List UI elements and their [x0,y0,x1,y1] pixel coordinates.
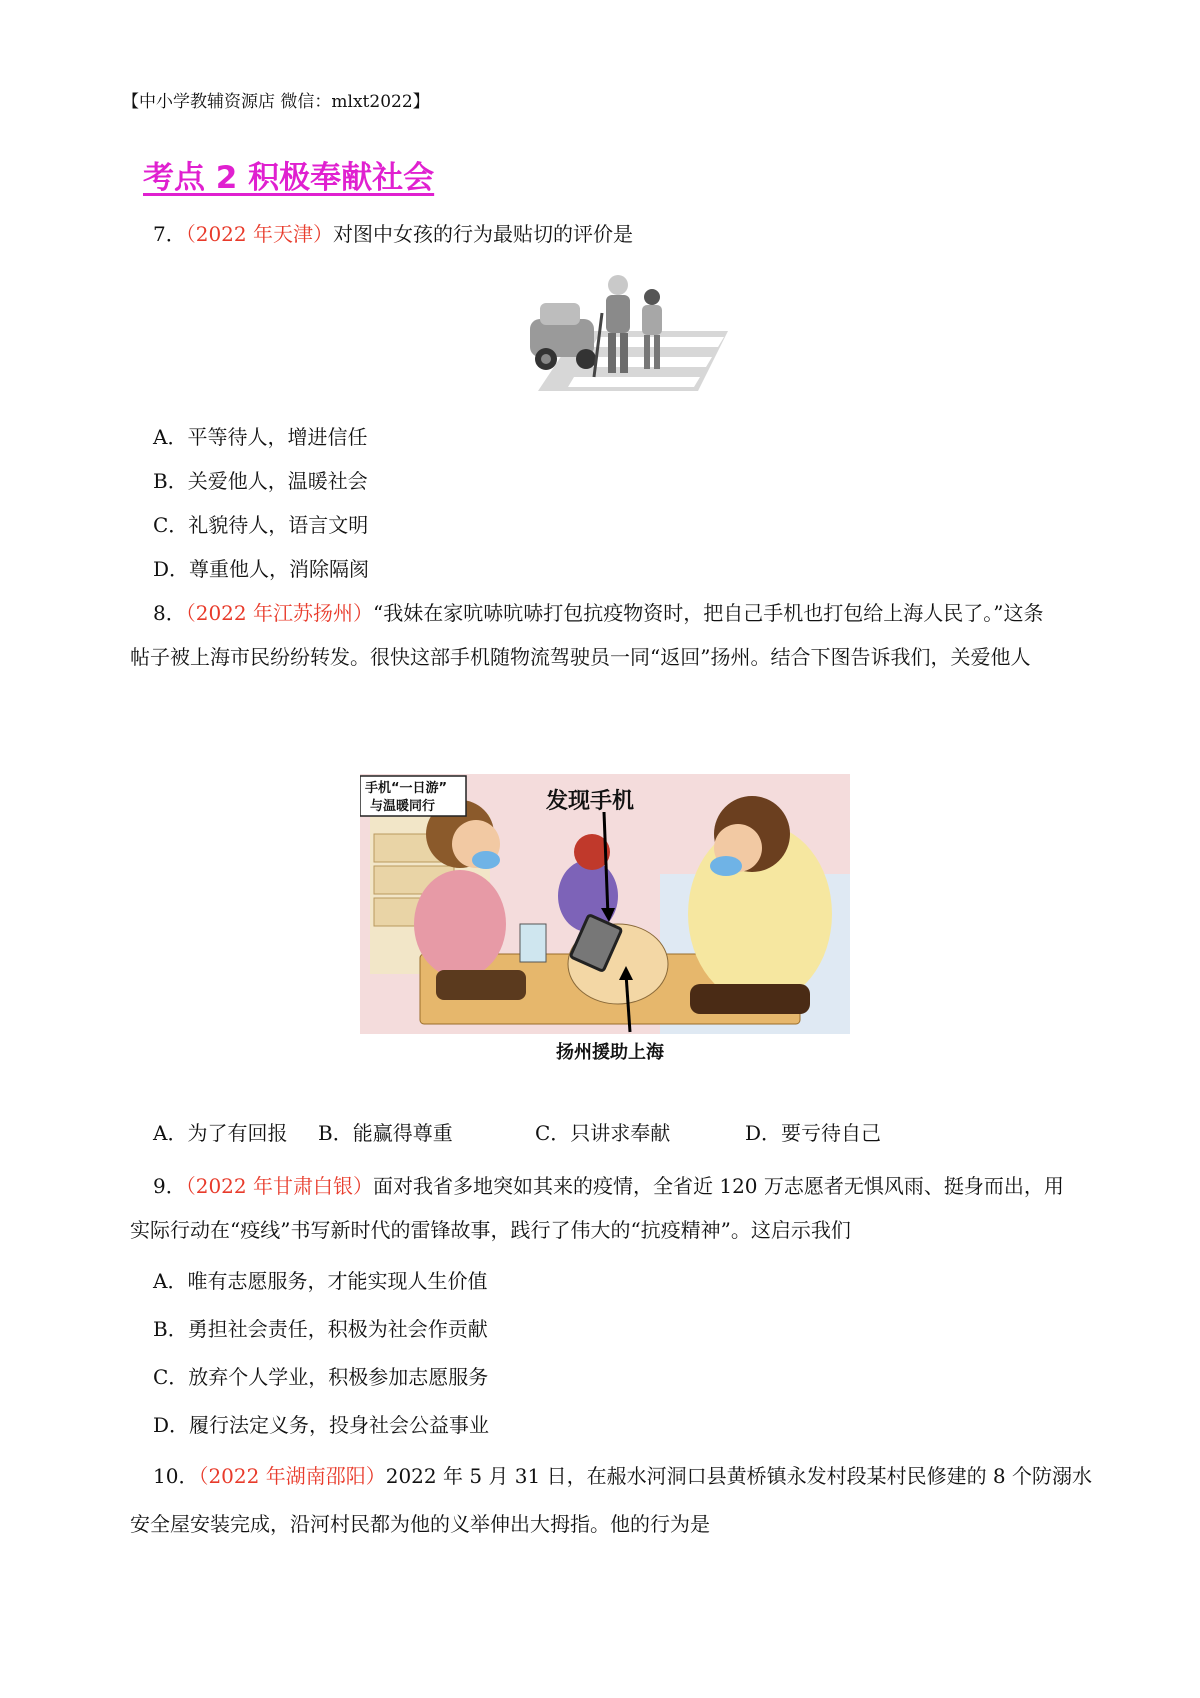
section-title: 考点 2 积极奉献社会 [143,160,435,196]
q8-option-d: D．要亏待自己 [745,1121,882,1145]
q8-label-found-phone: 发现手机 [546,789,635,814]
q7-stem-text: 对图中女孩的行为最贴切的评价是 [333,222,633,246]
q8-stem-line2: 帖子被上海市民纷纷转发。很快这部手机随物流驾驶员一同“返回”扬州。结合下图告诉我们，关爱他人 [130,645,1031,669]
q9-stem-line1 [153,1170,1064,1199]
q8-caption-box-line2: 与温暖同行 [370,799,436,814]
q8-number: 8． [153,601,186,625]
q9-source: （2022 年甘肃白银） [185,1174,373,1198]
page-header: 【中小学教辅资源店 微信：mlxt2022】 [122,92,430,112]
q7-option-b: B．关爱他人，温暖社会 [153,469,368,493]
q7-crosswalk-illustration [528,273,738,399]
q7-option-a: A．平等待人，增进信任 [153,425,368,449]
q9-option-c: C．放弃个人学业，积极参加志愿服务 [153,1365,489,1389]
q10-stem-line2: 安全屋安装完成，沿河村民都为他的义举伸出大拇指。他的行为是 [130,1512,710,1536]
q10-stem-line1 [153,1460,1092,1489]
q8-option-a: A．为了有回报 [153,1121,288,1145]
q8-stem-line1 [153,597,1043,626]
q8-caption-box-line1: 手机“一日游” [365,781,448,796]
q9-option-b: B．勇担社会责任，积极为社会作贡献 [153,1317,488,1341]
q10-stem-text1: 2022 年 5 月 31 日，在赧水河洞口县黄桥镇永发村段某村民修建的 8 个防溺水 [385,1464,1093,1488]
q8-source: （2022 年江苏扬州） [185,601,373,625]
q10-source: （2022 年湖南邵阳） [198,1464,386,1488]
q9-option-a: A．唯有志愿服务，才能实现人生价值 [153,1269,488,1293]
q8-stem-text1: “我妹在家吭哧吭哧打包抗疫物资时，把自己手机也打包给上海人民了。”这条 [373,601,1044,625]
q8-option-c: C．只讲求奉献 [535,1121,671,1145]
q9-stem-text1: 面对我省多地突如其来的疫情，全省近 120 万志愿者无惧风雨、挺身而出，用 [373,1174,1064,1198]
q7-source: （2022 年天津） [185,222,333,246]
q9-option-d: D．履行法定义务，投身社会公益事业 [153,1413,490,1437]
q8-label-yangzhou: 扬州援助上海 [556,1042,664,1063]
q9-stem-line2: 实际行动在“疫线”书写新时代的雷锋故事，践行了伟大的“抗疫精神”。这启示我们 [130,1218,851,1242]
q7-option-d: D．尊重他人，消除隔阂 [153,557,370,581]
q7-stem [153,218,633,247]
q8-phone-illustration [360,774,850,1070]
q8-option-b: B．能赢得尊重 [318,1121,453,1145]
q10-number: 10． [153,1464,199,1488]
q7-option-c: C．礼貌待人，语言文明 [153,513,369,537]
q9-number: 9． [153,1174,186,1198]
q7-number: 7． [153,222,186,246]
